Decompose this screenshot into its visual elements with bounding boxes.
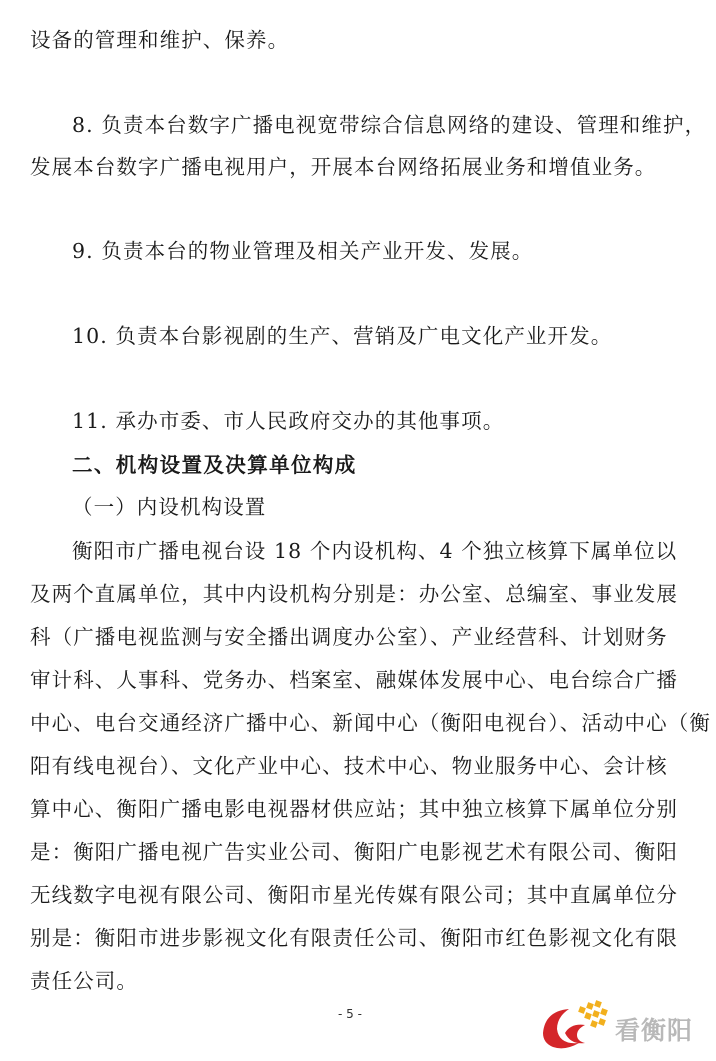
text-line: 衡阳市广播电视台设 18 个内设机构、4 个独立核算下属单位以 [72, 539, 678, 563]
text-line: 算中心、衡阳广播电影电视器材供应站；其中独立核算下属单位分别 [30, 797, 678, 821]
text-line: 责任公司。 [30, 969, 138, 993]
text-line: 及两个直属单位，其中内设机构分别是：办公室、总编室、事业发展 [30, 582, 678, 606]
watermark [535, 993, 710, 1055]
section-heading: 二、机构设置及决算单位构成 [72, 453, 357, 477]
text-line: 11. 承办市委、市人民政府交办的其他事项。 [72, 409, 505, 433]
text-line: 发展本台数字广播电视用户，开展本台网络拓展业务和增值业务。 [30, 155, 657, 179]
text-line: 无线数字电视有限公司、衡阳市星光传媒有限公司；其中直属单位分 [30, 883, 678, 907]
subsection-heading: （一）内设机构设置 [72, 495, 267, 519]
text-line: 审计科、人事科、党务办、档案室、融媒体发展中心、电台综合广播 [30, 668, 678, 692]
text-line: 9. 负责本台的物业管理及相关产业开发、发展。 [72, 239, 534, 263]
text-line: 8. 负责本台数字广播电视宽带综合信息网络的建设、管理和维护， [72, 113, 707, 137]
page-number: - 5 - [338, 1007, 362, 1021]
text-line: 阳有线电视台）、文化产业中心、技术中心、物业服务中心、会计核 [30, 754, 668, 778]
text-line: 科（广播电视监测与安全播出调度办公室）、产业经营科、计划财务 [30, 625, 668, 649]
text-line: 10. 负责本台影视剧的生产、营销及广电文化产业开发。 [72, 324, 613, 348]
text-line: 中心、电台交通经济广播中心、新闻中心（衡阳电视台）、活动中心（衡 [30, 711, 711, 735]
text-line: 别是：衡阳市进步影视文化有限责任公司、衡阳市红色影视文化有限 [30, 926, 678, 950]
watermark-text: 看衡阳 [615, 1016, 694, 1045]
text-line: 设备的管理和维护、保养。 [30, 28, 290, 52]
watermark-logo-icon [535, 993, 615, 1055]
text-line: 是：衡阳广播电视广告实业公司、衡阳广电影视艺术有限公司、衡阳 [30, 840, 678, 864]
